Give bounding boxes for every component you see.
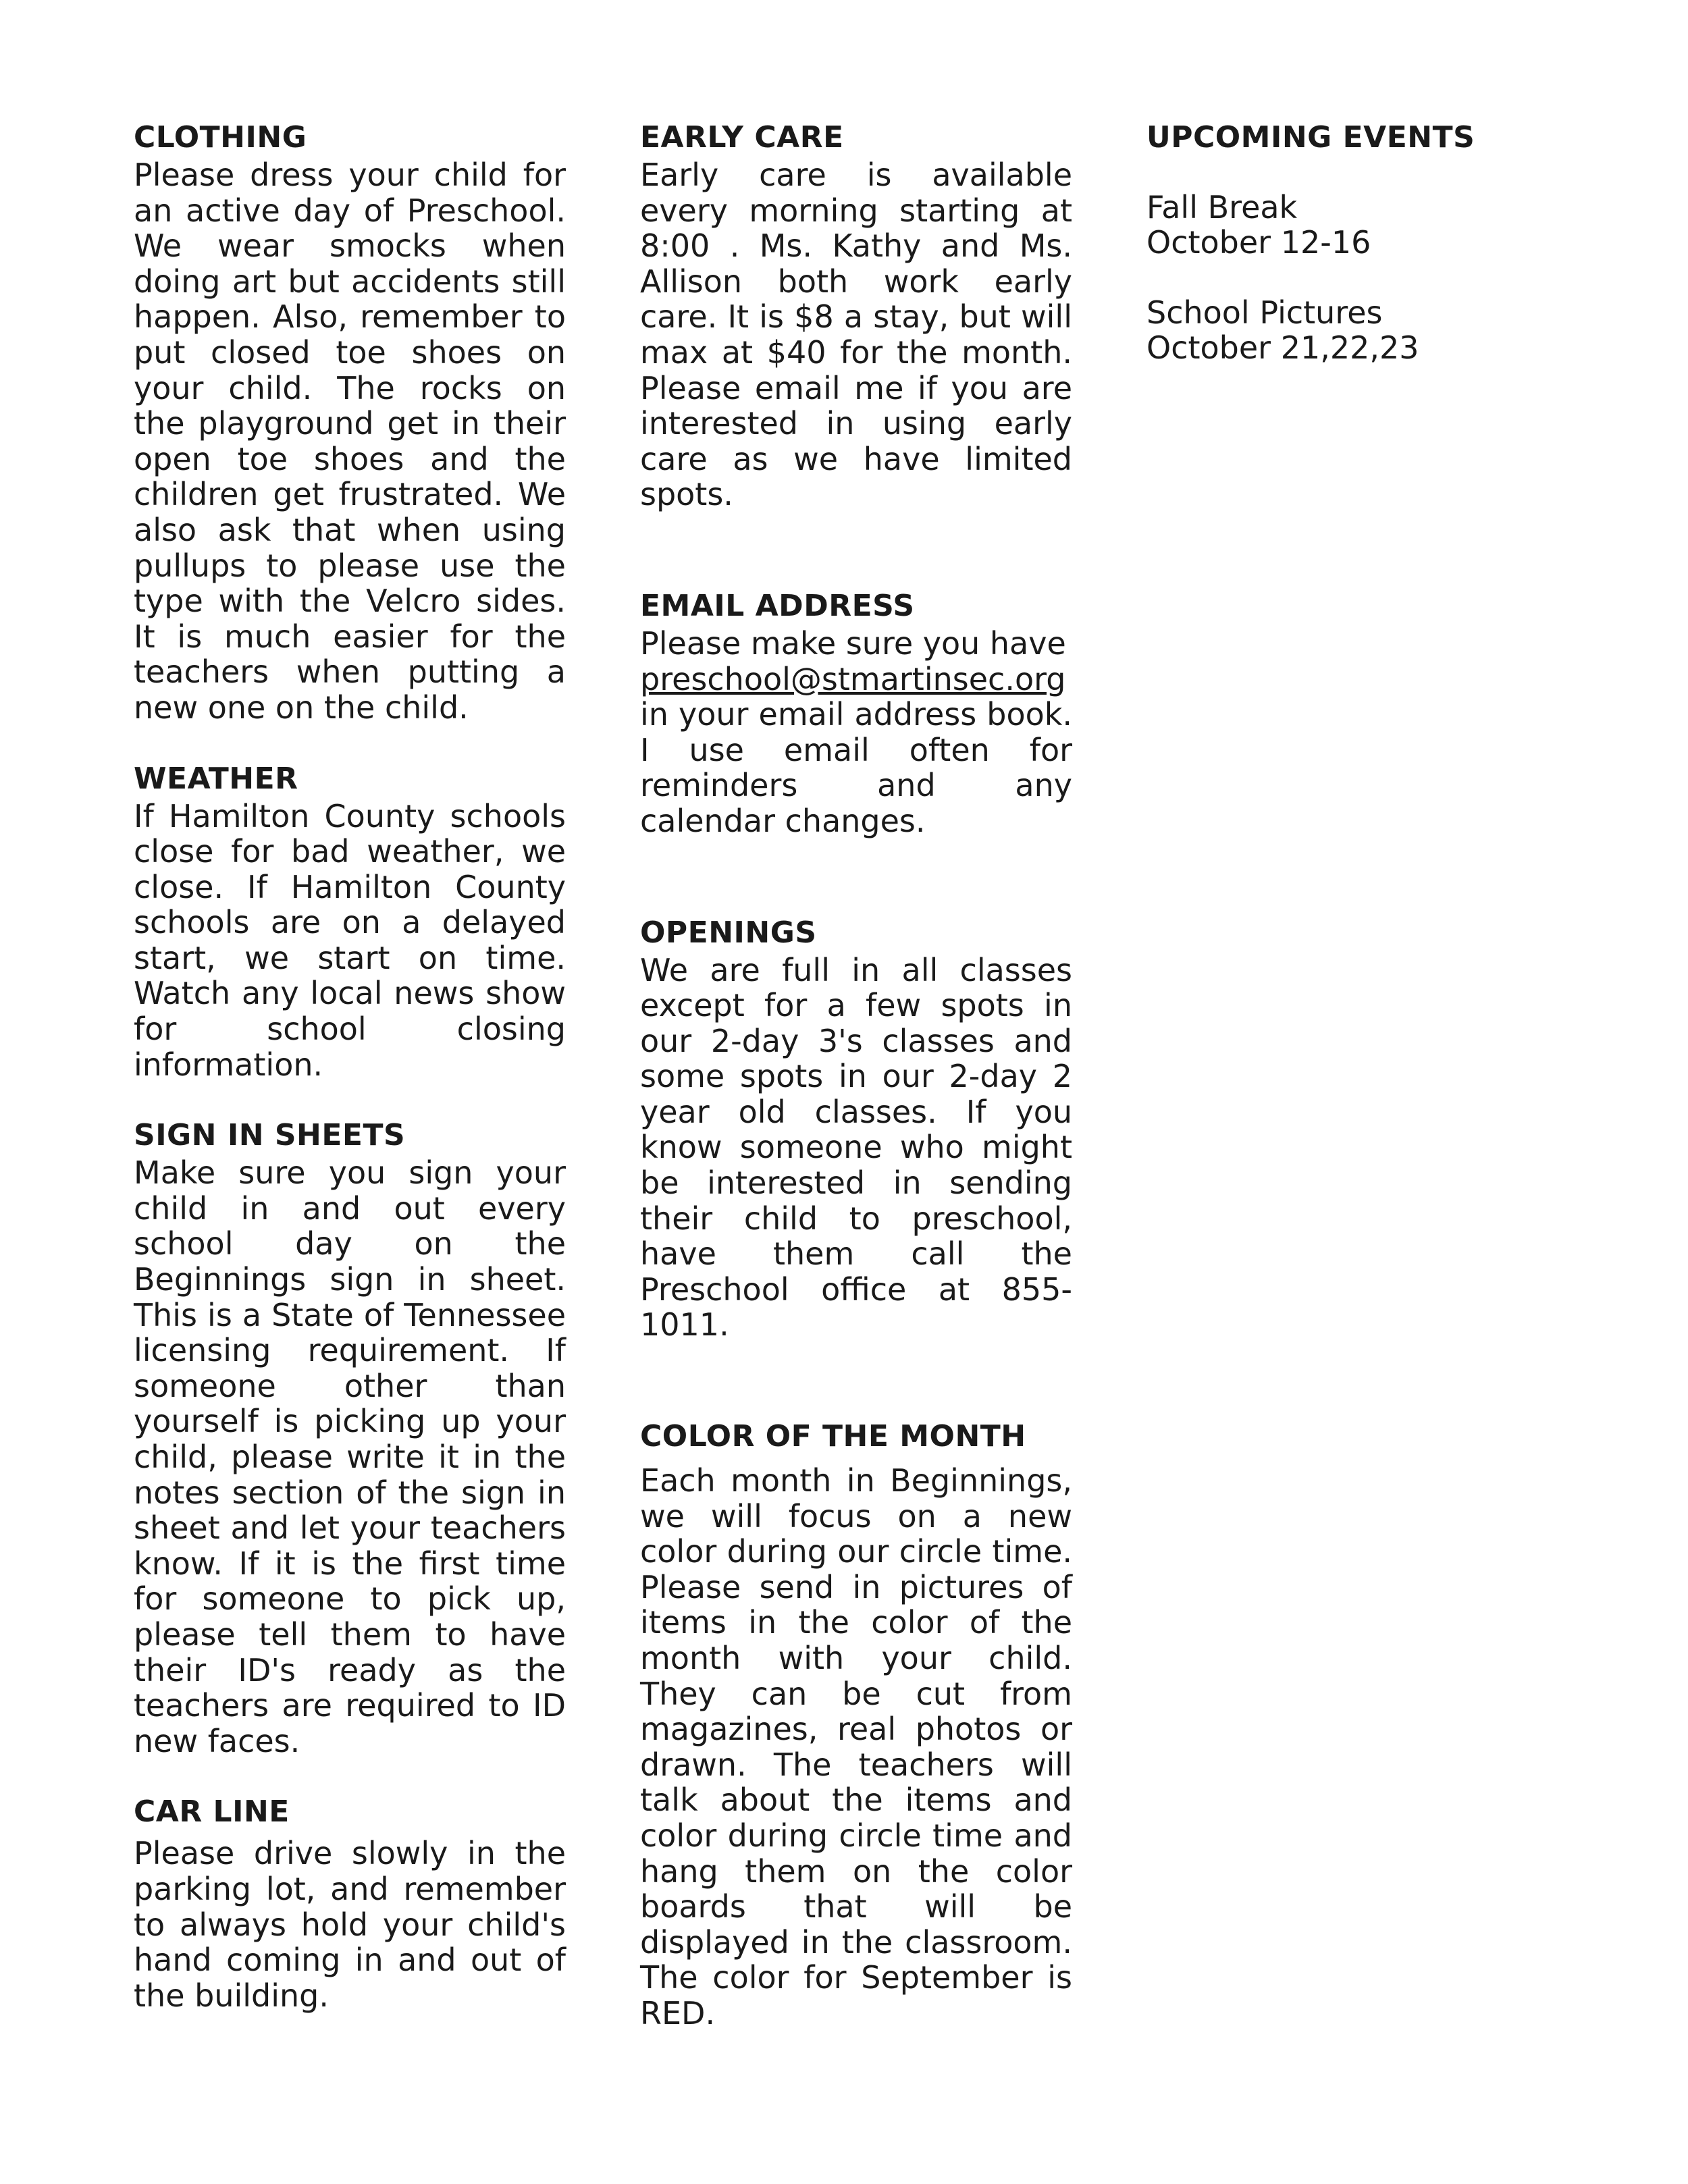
left-column: [134, 118, 566, 2013]
event-date: October 21,22,23: [1146, 329, 1419, 366]
color-month-section: [640, 1417, 1072, 2031]
email-body: [640, 626, 1072, 839]
clothing-section: [134, 118, 566, 726]
color-month-heading: COLOR OF THE MONTH: [640, 1419, 1026, 1454]
weather-body: If Hamilton County schools close for bad weather, we close. If Hamilton County schools are on a delayed start, we start on time. Watch any local news show for school closing information.: [134, 797, 566, 1083]
openings-body: We are full in all classes except for a few spots in our 2-day 3's classes and some spots in our 2-day 2 year old classes. If you know someone who might be interested in sending their child to preschool, have them call the Preschool office at 855-1011.: [640, 951, 1072, 1343]
sign-in-section: [134, 1116, 566, 1759]
email-body-text: in your email address book. I use email often for reminders and any calendar changes.: [640, 696, 1072, 839]
sign-in-body: Make sure you sign your child in and out every school day on the Beginnings sign in sheet. This is a State of Tennessee licensing requirement. If someone other than yourself is picking up your child, please write it in the notes section of the sign in sheet and let your teachers know. If it is the first time for someone to pick up, please tell them to have their ID's ready as the teachers are required to ID new faces.: [134, 1154, 566, 1759]
early-care-section: [640, 118, 1072, 512]
openings-section: [640, 913, 1072, 1343]
early-care-body: Early care is available every morning starting at 8:00 . Ms. Kathy and Ms. Allison both work early care. It is $8 a stay, but will max at $40 for the month. Please email me if you are interested in using early care as we have limited spots.: [640, 157, 1072, 513]
clothing-heading: CLOTHING: [134, 120, 307, 155]
weather-section: [134, 760, 566, 1083]
event-date: October 12-16: [1146, 224, 1371, 261]
early-care-heading: EARLY CARE: [640, 120, 844, 155]
color-month-body: Each month in Beginnings, we will focus on a new color during our circle time. Please send in pictures of items in the color of the month with your child. They can be cut from magazines, real photos or drawn. The teachers will talk about the items and color during circle time and hang them on the color boards that will be displayed in the classroom. The color for September is RED.: [640, 1462, 1072, 2031]
middle-column: [640, 118, 1072, 2031]
right-column: [1146, 118, 1565, 365]
car-line-heading: CAR LINE: [134, 1794, 290, 1830]
event-title: Fall Break: [1146, 189, 1298, 225]
event-item: [1146, 295, 1565, 365]
email-address-link[interactable]: preschool@stmartinsec.org: [640, 660, 1066, 697]
weather-heading: WEATHER: [134, 761, 298, 796]
event-title: School Pictures: [1146, 294, 1383, 331]
sign-in-heading: SIGN IN SHEETS: [134, 1118, 406, 1153]
car-line-section: [134, 1792, 566, 2013]
events-section: [1146, 118, 1565, 365]
clothing-body: Please dress your child for an active day of Preschool. We wear smocks when doing art but accidents still happen. Also, remember to put closed toe shoes on your child. The rocks on the playground get in their open toe shoes and the children get frustrated. We also ask that when using pullups to please use the type with the Velcro sides. It is much easier for the teachers when putting a new one on the child.: [134, 157, 566, 726]
email-heading: EMAIL ADDRESS: [640, 588, 915, 623]
openings-heading: OPENINGS: [640, 915, 817, 950]
events-heading: UPCOMING EVENTS: [1146, 120, 1475, 155]
email-intro: Please make sure you have: [640, 624, 1066, 662]
car-line-body: Please drive slowly in the parking lot, and remember to always hold your child's hand coming in and out of the building.: [134, 1835, 566, 2014]
email-section: [640, 587, 1072, 839]
event-item: [1146, 190, 1565, 260]
